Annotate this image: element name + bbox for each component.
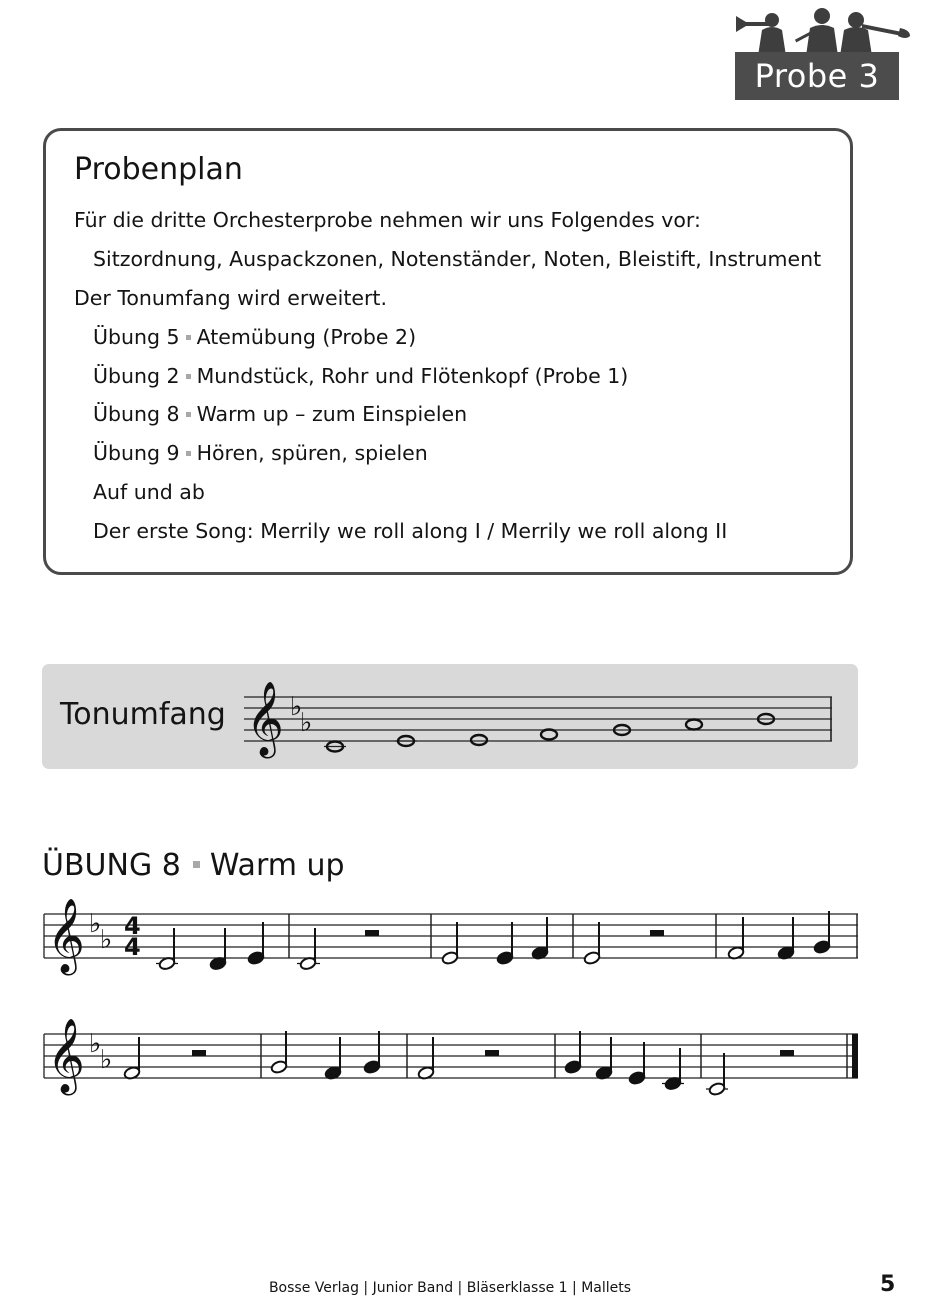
treble-clef-icon: 𝄞 xyxy=(246,682,284,756)
half-rest-icon xyxy=(365,930,379,936)
footer-book: Bläserklasse 1 xyxy=(466,1280,568,1296)
exercise-number: Übung 8 xyxy=(93,402,180,426)
flat-sign-icon: ♭ xyxy=(300,708,313,738)
separator-square-icon xyxy=(193,861,200,868)
footer-publisher: Bosse Verlag xyxy=(268,1280,359,1296)
exercise-number: Übung 2 xyxy=(93,364,180,388)
half-rest-icon xyxy=(485,1050,499,1056)
notes-bar-4 xyxy=(583,922,664,965)
exercise-heading-title: Warm up xyxy=(209,848,345,883)
final-barline xyxy=(852,1034,858,1078)
separator-square-icon xyxy=(186,335,191,340)
note-g xyxy=(686,720,702,730)
exercise-number: Übung 9 xyxy=(93,441,180,465)
rehearsal-badge: Probe 3 xyxy=(735,52,899,100)
notes-bar-6 xyxy=(123,1037,206,1080)
exercise-name: Hören, spüren, spielen xyxy=(196,441,428,465)
plan-exercise-item xyxy=(93,439,428,467)
separator-square-icon xyxy=(186,451,191,456)
exercise-staff-1 xyxy=(0,890,940,990)
note-b-flat xyxy=(324,742,346,752)
trombone-player-icon xyxy=(840,12,910,56)
trumpet-player-icon xyxy=(736,13,786,56)
footer-credits: Bosse Verlag | Junior Band | Bläserklasse 1 | Mallets xyxy=(268,1280,632,1296)
half-rest-icon xyxy=(780,1050,794,1056)
plan-intro: Für die dritte Orchesterprobe nehmen wir uns Folgendes vor: xyxy=(74,208,701,232)
flat-sign-icon: ♭ xyxy=(89,1029,102,1059)
time-signature-lower: 4 xyxy=(124,933,141,961)
exercise-staff-2 xyxy=(0,1010,940,1110)
time-signature xyxy=(124,912,141,961)
note-e-flat xyxy=(541,730,557,740)
treble-clef-icon: 𝄞 xyxy=(47,899,85,973)
exercise-number: Übung 5 xyxy=(93,325,180,349)
plan-exercise-item xyxy=(93,323,416,351)
notes-bar-9 xyxy=(564,1031,684,1091)
plan-exercise-item xyxy=(93,362,628,390)
notes-bar-8 xyxy=(417,1037,499,1080)
plan-extra-item: Der erste Song: Merrily we roll along I / Merrily we roll along II xyxy=(93,519,728,543)
treble-clef-icon: 𝄞 xyxy=(47,1019,85,1093)
flat-sign-icon: ♭ xyxy=(100,925,113,955)
notes-bar-10 xyxy=(706,1050,794,1096)
plan-extra-item: Auf und ab xyxy=(93,480,205,504)
plan-title: Probenplan xyxy=(74,152,243,187)
note-c xyxy=(395,736,417,746)
plan-setup-list: Sitzordnung, Auspackzonen, Notenständer, Noten, Bleistift, Instrument xyxy=(93,247,822,271)
notes-bar-2 xyxy=(297,928,379,971)
clarinet-player-icon xyxy=(795,8,838,56)
half-rest-icon xyxy=(192,1050,206,1056)
exercise-name: Warm up – zum Einspielen xyxy=(196,402,468,426)
exercise-heading xyxy=(42,844,345,888)
footer-series: Junior Band xyxy=(372,1280,454,1296)
exercise-heading-number: ÜBUNG 8 xyxy=(42,848,181,883)
separator-square-icon xyxy=(186,374,191,379)
plan-range-note: Der Tonumfang wird erweitert. xyxy=(74,286,387,310)
flat-sign-icon: ♭ xyxy=(89,909,102,939)
exercise-name: Atemübung (Probe 2) xyxy=(196,325,417,349)
time-signature-upper: 4 xyxy=(124,912,141,940)
plan-exercise-item xyxy=(93,400,467,428)
exercise-name: Mundstück, Rohr und Flötenkopf (Probe 1) xyxy=(196,364,629,388)
footer-edition: Mallets xyxy=(581,1280,632,1296)
page-number: 5 xyxy=(880,1272,896,1297)
rehearsal-plan-box xyxy=(43,128,853,575)
musicians-silhouette xyxy=(732,4,912,56)
separator-square-icon xyxy=(186,412,191,417)
flat-sign-icon: ♭ xyxy=(100,1045,113,1075)
flat-sign-icon: ♭ xyxy=(290,692,303,722)
range-label: Tonumfang xyxy=(60,697,226,732)
half-rest-icon xyxy=(650,930,664,936)
range-staff xyxy=(230,664,840,769)
note-d xyxy=(471,735,487,745)
